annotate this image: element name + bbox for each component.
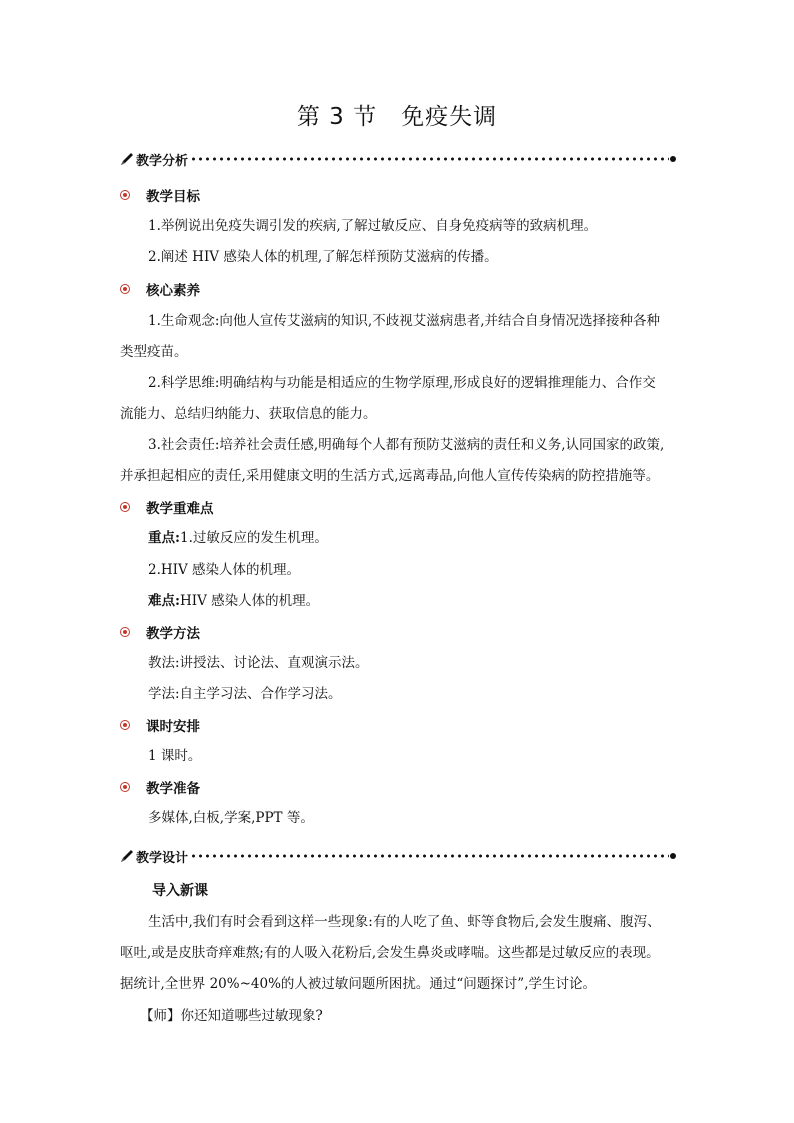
hard-point xyxy=(148,591,708,611)
section-label: 教学分析 xyxy=(136,153,189,169)
target-bullet-icon xyxy=(120,782,130,792)
heading-objectives xyxy=(120,185,200,205)
heading-text: 教学方法 xyxy=(146,626,200,642)
key-point-2: 2.HIV 感染人体的机理。 xyxy=(148,562,301,578)
heading-text: 教学重难点 xyxy=(146,501,214,517)
key-point-1 xyxy=(148,528,708,548)
literacy-item-3-line-2: 并承担起相应的责任,采用健康文明的生活方式,远离毒品,向他人宣传传染病的防控措施等。 xyxy=(120,468,660,484)
hours-value: 1 课时。 xyxy=(148,748,202,764)
heading-prep xyxy=(120,777,200,797)
objective-item: 1.举例说出免疫失调引发的疾病,了解过敏反应、自身免疫病等的致病机理。 xyxy=(148,218,598,234)
prep-value: 多媒体,白板,学案,PPT 等。 xyxy=(148,810,314,826)
teacher-question: 【师】你还知道哪些过敏现象? xyxy=(140,1008,323,1024)
heading-literacy xyxy=(120,279,200,299)
target-bullet-icon xyxy=(120,190,130,200)
hard-point-label: 难点: xyxy=(148,593,180,609)
heading-hours xyxy=(120,715,200,735)
heading-text: 教学目标 xyxy=(146,189,200,205)
heading-methods xyxy=(120,622,200,642)
target-bullet-icon xyxy=(120,627,130,637)
section-divider-design xyxy=(120,847,676,865)
target-bullet-icon xyxy=(120,502,130,512)
teaching-method: 教法:讲授法、讨论法、直观演示法。 xyxy=(148,655,369,671)
pen-icon xyxy=(120,849,134,863)
literacy-item-1-line-2: 类型疫苗。 xyxy=(120,344,188,360)
dotted-rule xyxy=(190,156,669,162)
rule-endcap xyxy=(670,853,676,859)
target-bullet-icon xyxy=(120,284,130,294)
learning-method: 学法:自主学习法、合作学习法。 xyxy=(148,686,342,702)
intro-paragraph-line-3: 据统计,全世界 20%~40%的人被过敏问题所困扰。通过“问题探讨”,学生讨论。 xyxy=(120,976,596,992)
intro-paragraph-line-1: 生活中,我们有时会看到这样一些现象:有的人吃了鱼、虾等食物后,会发生腹痛、腹泻、 xyxy=(148,914,661,930)
dotted-rule xyxy=(190,853,669,859)
literacy-item-2-line-1: 2.科学思维:明确结构与功能是相适应的生物学原理,形成良好的逻辑推理能力、合作交 xyxy=(148,375,656,391)
rule-endcap xyxy=(670,156,676,162)
pen-icon xyxy=(120,152,134,166)
objective-item: 2.阐述 HIV 感染人体的机理,了解怎样预防艾滋病的传播。 xyxy=(148,249,498,265)
literacy-item-2-line-2: 流能力、总结归纳能力、获取信息的能力。 xyxy=(120,406,377,422)
page-title: 第 3 节 免疫失调 xyxy=(296,104,498,130)
heading-text: 课时安排 xyxy=(146,719,200,735)
subheading-intro: 导入新课 xyxy=(152,883,208,899)
hard-point-text: HIV 感染人体的机理。 xyxy=(179,593,320,609)
literacy-item-3-line-1: 3.社会责任:培养社会责任感,明确每个人都有预防艾滋病的责任和义务,认同国家的政策, xyxy=(148,437,665,453)
literacy-item-1-line-1: 1.生命观念:向他人宣传艾滋病的知识,不歧视艾滋病患者,并结合自身情况选择接种各种 xyxy=(148,313,661,329)
intro-paragraph-line-2: 呕吐,或是皮肤奇痒难熬;有的人吸入花粉后,会发生鼻炎或哮喘。这些都是过敏反应的表现。 xyxy=(120,945,660,961)
target-bullet-icon xyxy=(120,720,130,730)
key-point-label: 重点: xyxy=(148,530,180,546)
section-label: 教学设计 xyxy=(136,850,189,866)
heading-difficulty xyxy=(120,497,214,517)
heading-text: 教学准备 xyxy=(146,781,200,797)
heading-text: 核心素养 xyxy=(146,283,200,299)
key-point-text: 1.过敏反应的发生机理。 xyxy=(179,530,328,546)
section-divider-analysis xyxy=(120,150,676,168)
